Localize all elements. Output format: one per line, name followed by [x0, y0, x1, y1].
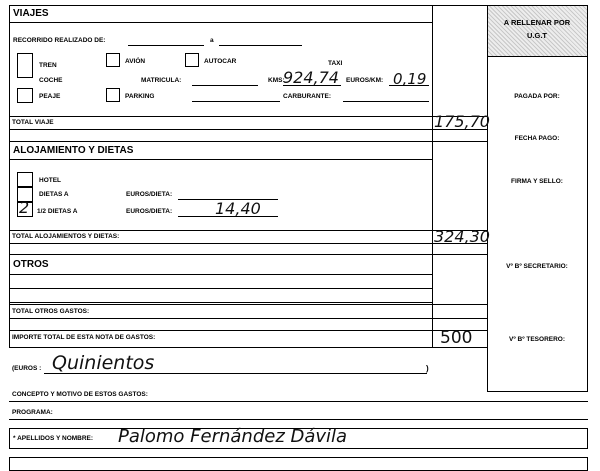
euros-dieta-label: EUROS/DIETA: [126, 191, 173, 198]
total-otros-top-rule [9, 304, 488, 305]
avion-checkbox[interactable] [106, 53, 120, 67]
total-viaje-label: TOTAL VIAJE [12, 119, 54, 126]
euros-text-line [44, 373, 427, 374]
total-viaje-value: 175,70 [434, 112, 490, 131]
matricula-label: MATRICULA: [141, 77, 182, 84]
fecha-pago-label: FECHA PAGO: [514, 135, 560, 142]
importe-total-label: IMPORTE TOTAL DE ESTA NOTA DE GASTOS: [12, 334, 156, 341]
taxi-label: TAXI [328, 60, 343, 67]
otros-row-rule-2 [9, 302, 432, 303]
tren-checkbox[interactable] [17, 53, 33, 78]
firma-sello-label: FIRMA Y SELLO: [511, 178, 563, 185]
otros-row-rule-1 [9, 288, 432, 289]
ugt-header-line2: U.G.T [527, 31, 547, 40]
total-alojamiento-label: TOTAL ALOJAMIENTOS Y DIETAS: [12, 233, 120, 240]
concepto-line[interactable] [9, 401, 588, 402]
euros-close-paren: ) [426, 364, 429, 373]
euros-km-value: 0,19 [393, 70, 427, 88]
total-viaje-bottom-rule [9, 129, 488, 130]
media-dietas-label: 1/2 DIETAS A [37, 208, 78, 215]
euros-dieta-value: 14,40 [215, 199, 261, 218]
media-dietas-count: 2 [19, 198, 30, 217]
matricula-line[interactable] [192, 85, 258, 86]
autocar-checkbox[interactable] [185, 53, 199, 67]
concepto-label: CONCEPTO Y MOTIVO DE ESTOS GASTOS: [12, 391, 148, 398]
total-alojamiento-top-rule [9, 230, 488, 231]
euros-dieta-line-2 [178, 216, 278, 217]
carburante-line[interactable] [343, 101, 429, 102]
viajes-title: VIAJES [13, 8, 49, 19]
viajes-title-rule [9, 22, 432, 23]
total-alojamiento-value: 324,30 [434, 227, 490, 246]
ugt-panel [487, 5, 588, 392]
peaje-checkbox[interactable] [17, 88, 33, 103]
avion-label: AVIÓN [125, 58, 146, 65]
total-alojamiento-bottom-rule [9, 243, 488, 244]
kms-line [283, 85, 341, 86]
ugt-header-line1: A RELLENAR POR [503, 18, 571, 27]
expense-form-frame [9, 5, 488, 348]
euros-km-label: EUROS/KM: [346, 77, 384, 84]
peaje-label: PEAJE [39, 93, 61, 100]
apellidos-label: * APELLIDOS Y NOMBRE: [13, 435, 94, 442]
importe-top-rule [9, 330, 488, 331]
euros-dieta-label-2: EUROS/DIETA: [126, 208, 173, 215]
hotel-checkbox[interactable] [17, 172, 33, 187]
otros-title-rule [9, 274, 432, 275]
parking-label: PARKING [125, 93, 155, 100]
programa-line[interactable] [9, 419, 588, 420]
programa-label: PROGRAMA: [12, 409, 53, 416]
pagada-por-label: PAGADA POR: [514, 93, 560, 100]
total-viaje-top-rule [9, 116, 488, 117]
euros-label: (EUROS : [12, 365, 42, 372]
parking-checkbox[interactable] [106, 88, 120, 102]
total-otros-label: TOTAL OTROS GASTOS: [12, 308, 90, 315]
value-column-divider [432, 5, 433, 348]
vb-tesorero-label: Vº Bº TESORERO: [508, 336, 566, 343]
kms-value: 924,74 [283, 68, 339, 87]
autocar-label: AUTOCAR [204, 58, 237, 65]
parking-line[interactable] [192, 101, 280, 102]
alojamiento-title-rule [9, 159, 432, 160]
vb-secretario-label: Vº Bº SECRETARIO: [506, 263, 568, 270]
coche-label: COCHE [39, 77, 63, 84]
viajes-section-end-rule [9, 141, 488, 142]
alojamiento-title: ALOJAMIENTO Y DIETAS [13, 145, 134, 156]
recorrido-to-line[interactable] [219, 45, 302, 46]
hotel-label: HOTEL [39, 177, 62, 184]
total-otros-bottom-rule [9, 318, 488, 319]
euros-km-line [389, 85, 429, 86]
dietas-a-label: DIETAS A [39, 191, 69, 198]
recorrido-a-label: a [210, 37, 214, 44]
carburante-label: CARBURANTE: [283, 93, 332, 100]
recorrido-from-line[interactable] [128, 45, 204, 46]
apellidos-value: Palomo Fernández Dávila [118, 426, 348, 447]
euros-text-value: Quinientos [52, 352, 155, 374]
alojamiento-section-end-rule [9, 254, 488, 255]
importe-total-value: 500 [440, 328, 473, 348]
otros-title: OTROS [13, 259, 49, 270]
kms-label: KMS: [268, 77, 285, 84]
next-row-box[interactable] [9, 457, 588, 471]
tren-label: TREN [39, 62, 57, 69]
recorrido-label: RECORRIDO REALIZADO DE: [13, 37, 106, 44]
